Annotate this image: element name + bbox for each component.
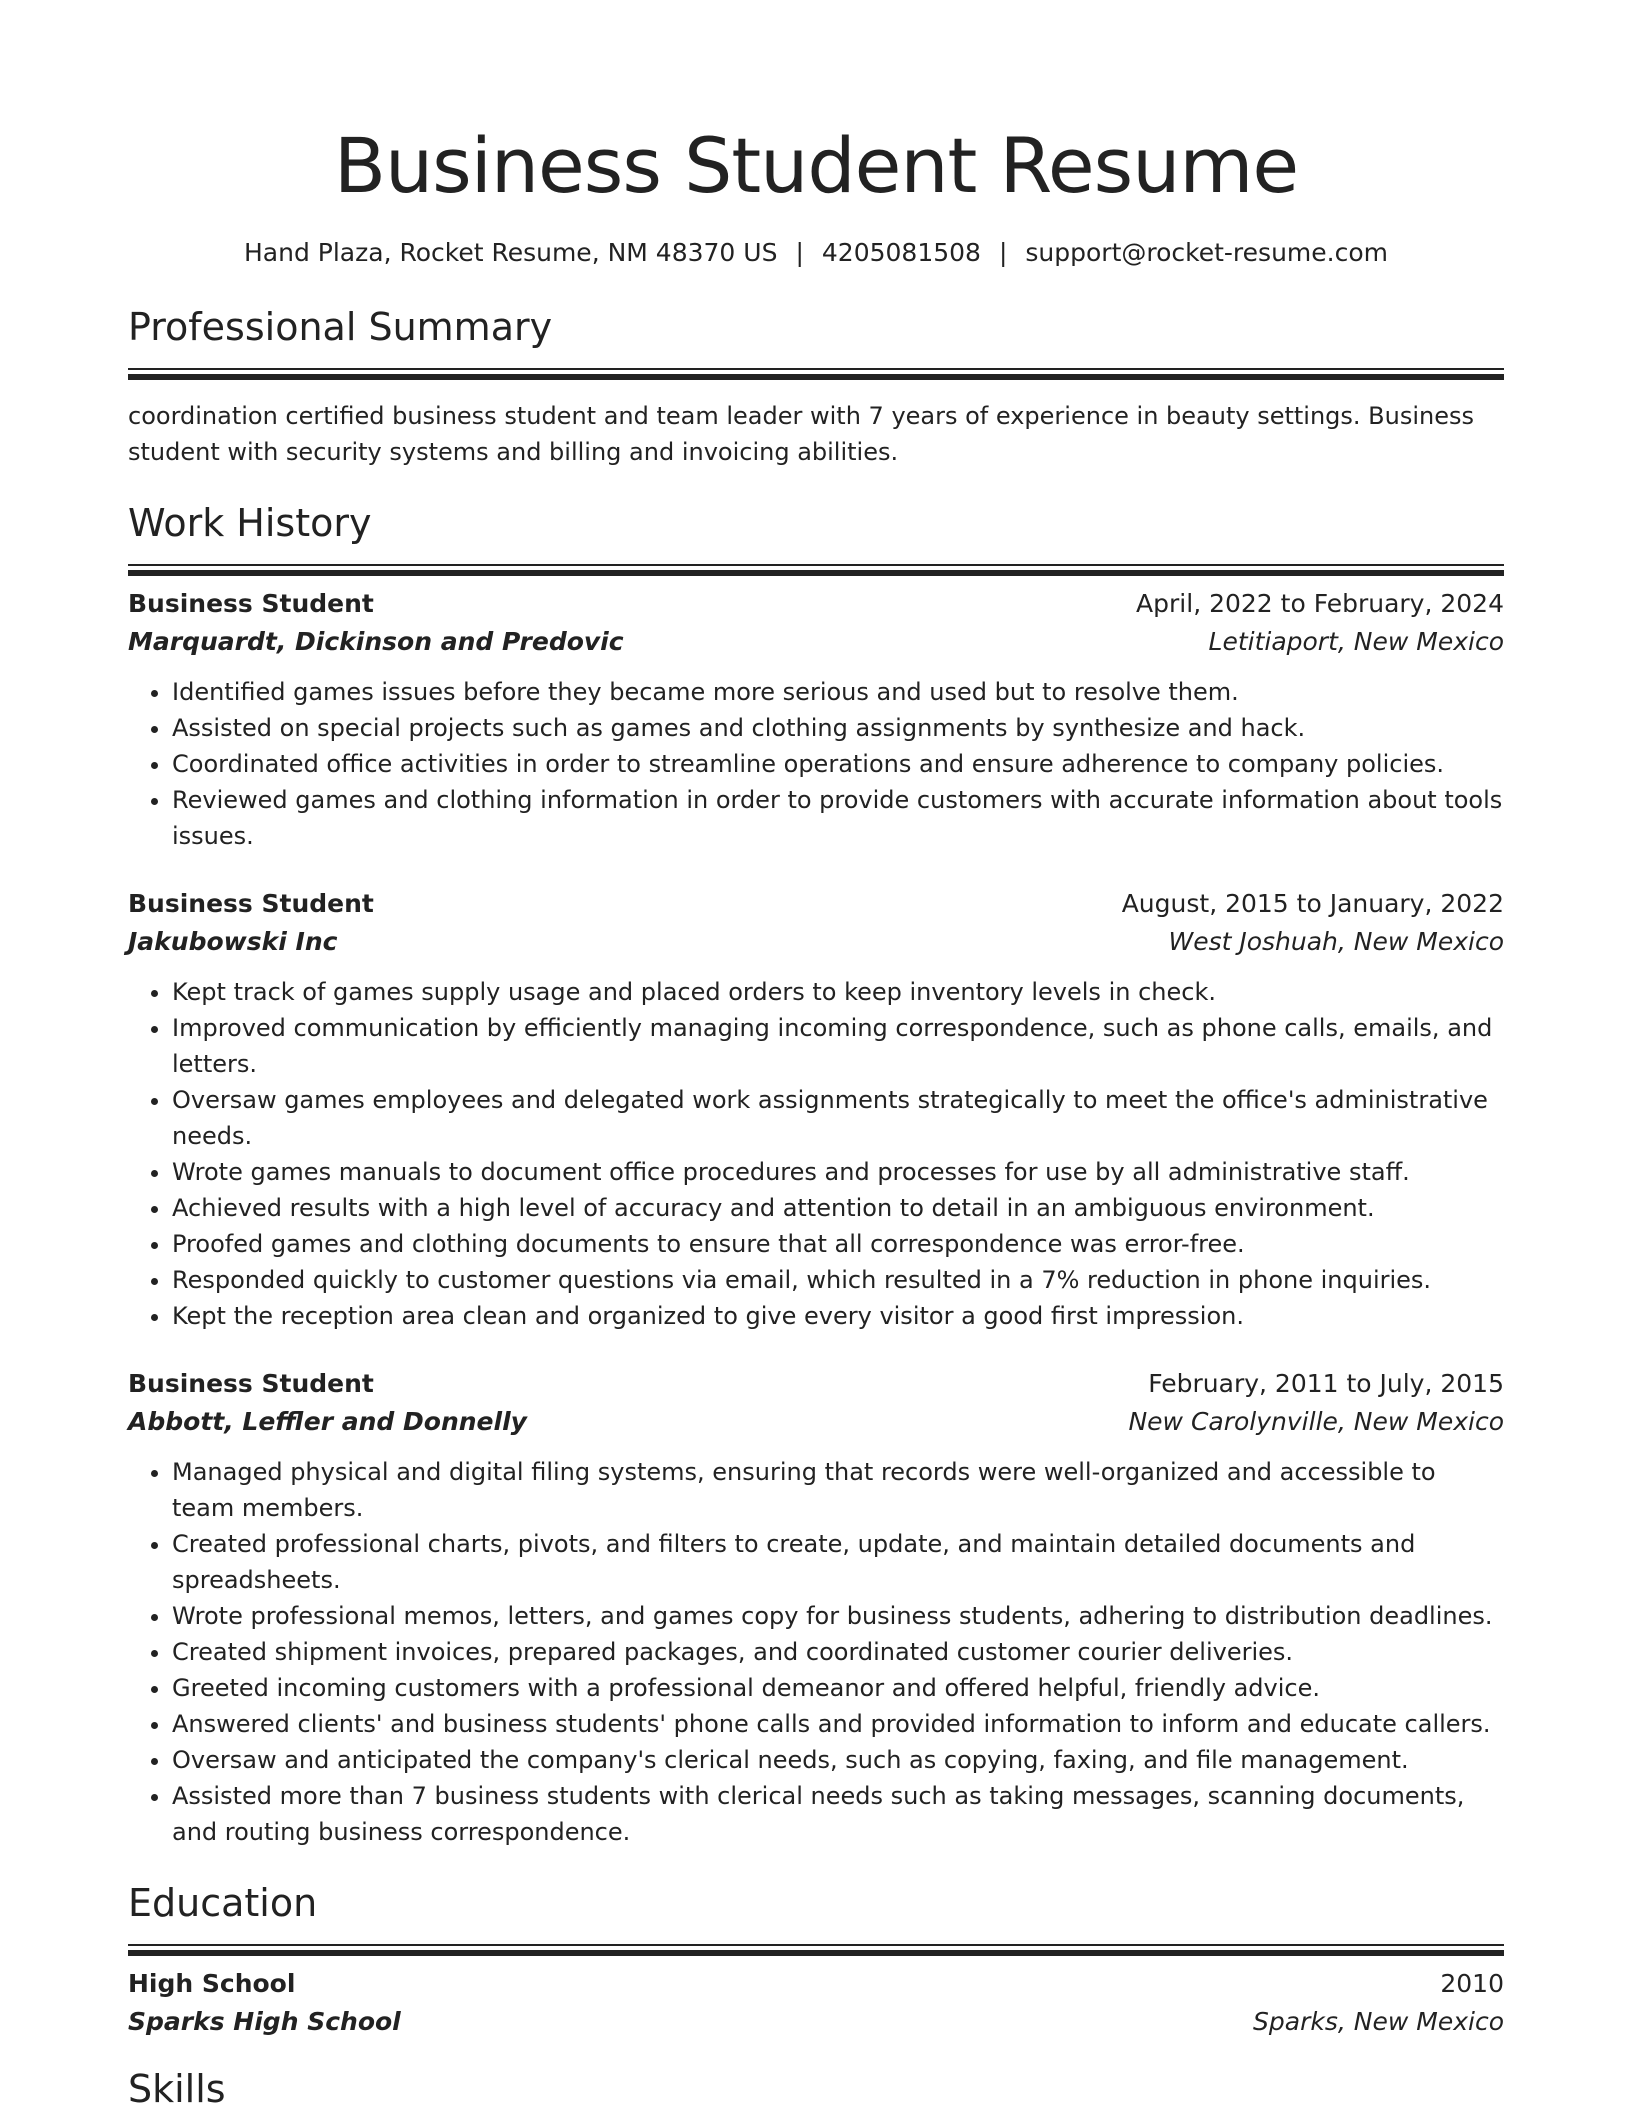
job-entry xyxy=(128,886,1504,1334)
contact-line xyxy=(128,236,1504,270)
job-company: Jakubowski Inc xyxy=(128,927,338,956)
job-entry xyxy=(128,1366,1504,1850)
job-dates: April, 2022 to February, 2024 xyxy=(1136,589,1504,618)
job-bullets xyxy=(128,674,1504,854)
summary-heading: Professional Summary xyxy=(128,305,553,349)
job-title: Business Student xyxy=(128,589,374,618)
education-subheader xyxy=(128,2002,1504,2042)
job-dates: February, 2011 to July, 2015 xyxy=(1148,1369,1504,1398)
job-bullet: • Improved communication by efficiently managing incoming correspondence, such as phone calls, emails, and letters. xyxy=(172,1010,1504,1082)
job-company: Marquardt, Dickinson and Predovic xyxy=(128,627,624,656)
job-bullet: • Achieved results with a high level of accuracy and attention to detail in an ambiguous environment. xyxy=(172,1190,1504,1226)
job-dates: August, 2015 to January, 2022 xyxy=(1121,889,1504,918)
work-history-heading: Work History xyxy=(128,501,372,545)
job-bullets xyxy=(128,974,1504,1334)
education-heading: Education xyxy=(128,1881,318,1925)
job-bullet: • Created professional charts, pivots, and filters to create, update, and maintain detailed documents and spreadsheets. xyxy=(172,1526,1504,1598)
education-year: 2010 xyxy=(1440,1969,1504,1998)
job-location: Letitiaport, New Mexico xyxy=(1208,627,1504,656)
job-bullet: • Answered clients' and business students' phone calls and provided information to inform and educate callers. xyxy=(172,1706,1504,1742)
job-bullet: • Assisted more than 7 business students with clerical needs such as taking messages, scanning documents, and routing business correspondence. xyxy=(172,1778,1504,1850)
job-title: Business Student xyxy=(128,1369,374,1398)
job-bullet: • Responded quickly to customer questions via email, which resulted in a 7% reduction in phone inquiries. xyxy=(172,1262,1504,1298)
job-subheader xyxy=(128,1402,1504,1442)
education-section xyxy=(128,1878,1504,2042)
education-header xyxy=(128,1966,1504,2002)
section-divider xyxy=(128,368,1504,370)
job-bullets xyxy=(128,1454,1504,1850)
job-location: West Joshuah, New Mexico xyxy=(1168,927,1504,956)
job-bullet: • Proofed games and clothing documents to ensure that all correspondence was error-free. xyxy=(172,1226,1504,1262)
job-bullet: • Wrote games manuals to document office procedures and processes for use by all administrative staff. xyxy=(172,1154,1504,1190)
job-header xyxy=(128,1366,1504,1402)
job-entry xyxy=(128,586,1504,854)
summary-section xyxy=(128,302,1504,470)
job-bullet: • Oversaw games employees and delegated work assignments strategically to meet the office's administrative needs. xyxy=(172,1082,1504,1154)
job-title: Business Student xyxy=(128,889,374,918)
work-history-section xyxy=(128,498,1504,1850)
job-header xyxy=(128,586,1504,622)
skills-section xyxy=(128,2064,1504,2114)
contact-address: Hand Plaza, Rocket Resume, NM 48370 US xyxy=(244,238,778,267)
job-company: Abbott, Leffler and Donnelly xyxy=(128,1407,527,1436)
job-bullet: • Coordinated office activities in order to streamline operations and ensure adherence to company policies. xyxy=(172,746,1504,782)
job-bullet: • Managed physical and digital filing systems, ensuring that records were well-organized and accessible to team members. xyxy=(172,1454,1504,1526)
contact-email: support@rocket-resume.com xyxy=(1025,238,1388,267)
job-bullet: • Kept track of games supply usage and placed orders to keep inventory levels in check. xyxy=(172,974,1504,1010)
education-entry xyxy=(128,1966,1504,2042)
job-bullet: • Identified games issues before they became more serious and used but to resolve them. xyxy=(172,674,1504,710)
resume-page xyxy=(128,0,1504,2114)
education-school: Sparks High School xyxy=(128,2007,401,2036)
section-divider xyxy=(128,1944,1504,1946)
job-bullet: • Created shipment invoices, prepared packages, and coordinated customer courier deliveries. xyxy=(172,1634,1504,1670)
job-location: New Carolynville, New Mexico xyxy=(1128,1407,1504,1436)
resume-title: Business Student Resume xyxy=(333,121,1299,210)
contact-separator: | xyxy=(998,238,1008,267)
summary-text: coordination certified business student and team leader with 7 years of experience in beauty settings. Business student with security systems and billing and invoicing abilities. xyxy=(128,402,1474,466)
job-bullet: • Assisted on special projects such as games and clothing assignments by synthesize and hack. xyxy=(172,710,1504,746)
job-bullet: • Oversaw and anticipated the company's clerical needs, such as copying, faxing, and file management. xyxy=(172,1742,1504,1778)
job-bullet: • Kept the reception area clean and organized to give every visitor a good first impression. xyxy=(172,1298,1504,1334)
skills-heading: Skills xyxy=(128,2067,226,2111)
contact-separator: | xyxy=(795,238,804,267)
job-subheader xyxy=(128,622,1504,662)
job-subheader xyxy=(128,922,1504,962)
education-degree: High School xyxy=(128,1969,296,1998)
job-bullet: • Reviewed games and clothing information in order to provide customers with accurate information about tools issues. xyxy=(172,782,1504,854)
education-location: Sparks, New Mexico xyxy=(1253,2007,1504,2036)
job-bullet: • Wrote professional memos, letters, and games copy for business students, adhering to distribution deadlines. xyxy=(172,1598,1504,1634)
job-bullet: • Greeted incoming customers with a professional demeanor and offered helpful, friendly advice. xyxy=(172,1670,1504,1706)
contact-phone: 4205081508 xyxy=(821,238,981,267)
section-divider xyxy=(128,564,1504,566)
job-header xyxy=(128,886,1504,922)
